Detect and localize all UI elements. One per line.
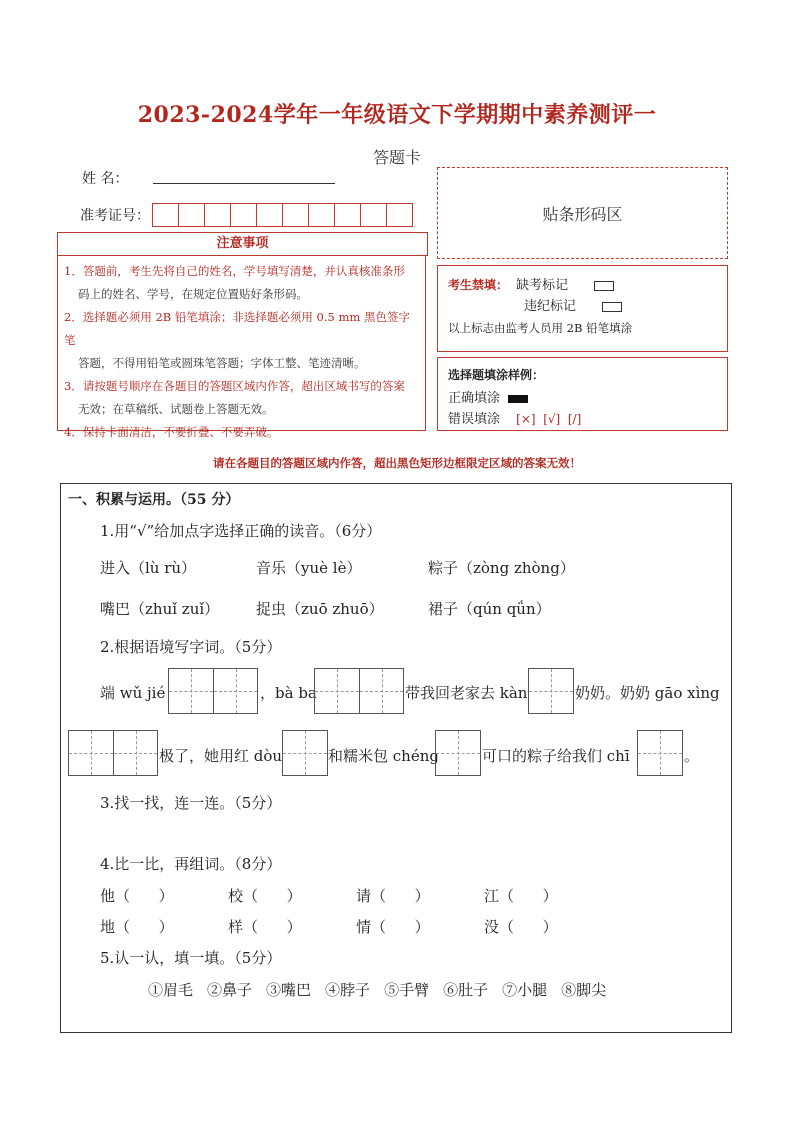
note-2: 2．选择题必须用 2B 铅笔填涂；非选择题必须用 0.5 mm 黑色签字笔 <box>64 310 410 347</box>
answer-area-warning: 请在各题目的答题区域内作答，超出黑色矩形边框限定区域的答案无效！ <box>213 456 581 470</box>
notes-panel <box>57 255 426 439</box>
proctor-marks-panel <box>437 265 728 352</box>
q5-item: ②鼻子 <box>207 981 253 999</box>
writing-grid-chi[interactable] <box>637 730 683 776</box>
q5-item: ④脖子 <box>325 981 371 999</box>
q1-item-5[interactable]: 捉虫（zuō zhuō） <box>256 600 384 618</box>
q5-item: ⑤手臂 <box>384 981 430 999</box>
note-3-cont: 无效；在草稿纸、试题卷上答题无效。 <box>78 402 274 416</box>
note-1: 1．答题前，考生先将自己的姓名，学号填写清楚，并认真核准条形 <box>64 264 405 278</box>
note-3: 3．请按题号顺序在各题目的答题区域内作答，超出区域书写的答案 <box>64 379 405 393</box>
id-digit-box[interactable] <box>360 203 387 227</box>
q1-item-4[interactable]: 嘴巴（zhuǐ zuǐ） <box>100 600 220 618</box>
violate-label: 违纪标记 <box>524 299 577 314</box>
violate-mark-box[interactable] <box>602 302 622 312</box>
id-label: 准考证号： <box>80 208 150 224</box>
absent-label: 缺考标记 <box>516 278 569 293</box>
q5-item: ⑥肚子 <box>443 981 489 999</box>
q4-row1-item-3[interactable]: 请（ ） <box>356 887 430 905</box>
forbid-note: 以上标志由监考人员用 2B 铅笔填涂 <box>448 321 633 335</box>
id-digit-box[interactable] <box>204 203 231 227</box>
answer-sheet-subtitle: 答题卡 <box>372 148 421 167</box>
writing-grid-dou[interactable] <box>282 730 328 776</box>
q5-item: ⑦小腿 <box>502 981 548 999</box>
writing-grid-wujie[interactable] <box>168 668 258 714</box>
q4-row2-item-2[interactable]: 样（ ） <box>228 918 302 936</box>
note-4: 4．保持卡面清洁，不要折叠、不要弄破。 <box>64 425 279 439</box>
q1-item-3[interactable]: 粽子（zòng zhòng） <box>428 559 575 577</box>
q2-line2-seg2: 和糯米包 chéng <box>328 747 439 765</box>
name-label: 姓 名： <box>82 171 129 187</box>
wrong-fill-label: 错误填涂 <box>448 412 501 427</box>
id-digit-box[interactable] <box>282 203 309 227</box>
notes-title: 注意事项 <box>57 232 428 256</box>
forbid-label: 考生禁填： <box>448 278 509 292</box>
q4-row2-item-3[interactable]: 情（ ） <box>356 918 430 936</box>
q5-title: 5.认一认，填一填。（5分） <box>100 949 282 967</box>
sample-title: 选择题填涂样例： <box>448 368 545 382</box>
writing-grid-baba[interactable] <box>314 668 404 714</box>
q2-title: 2.根据语境写字词。（5分） <box>100 638 282 656</box>
section-1-title: 一、积累与运用。（55 分） <box>68 492 240 508</box>
q4-row2-item-1[interactable]: 地（ ） <box>100 918 174 936</box>
writing-grid-gaoxing[interactable] <box>68 730 158 776</box>
q1-item-2[interactable]: 音乐（yuè lè） <box>256 559 362 577</box>
q5-item: ⑧脚尖 <box>561 981 607 999</box>
q4-row1-item-1[interactable]: 他（ ） <box>100 887 174 905</box>
q4-title: 4.比一比，再组词。（8分） <box>100 855 282 873</box>
id-digit-box[interactable] <box>256 203 283 227</box>
id-digit-box[interactable] <box>308 203 335 227</box>
q1-item-6[interactable]: 裙子（qún qǘn） <box>428 600 551 618</box>
id-number-boxes[interactable] <box>153 203 413 227</box>
q4-row2-item-4[interactable]: 没（ ） <box>484 918 558 936</box>
writing-grid-kan[interactable] <box>528 668 574 714</box>
q2-line1-seg3: 带我回老家去 kàn <box>405 684 528 702</box>
correct-fill-mark <box>508 395 528 403</box>
id-digit-box[interactable] <box>230 203 257 227</box>
q1-item-1[interactable]: 进入（lù rù） <box>100 559 197 577</box>
id-digit-box[interactable] <box>152 203 179 227</box>
barcode-area <box>437 167 728 259</box>
note-1-cont: 码上的姓名、学号，在规定位置贴好条形码。 <box>78 287 308 301</box>
q5-item: ①眉毛 <box>148 981 194 999</box>
fill-sample-panel <box>437 357 728 431</box>
q3-title: 3.找一找，连一连。（5分） <box>100 794 282 812</box>
correct-fill-label: 正确填涂 <box>448 391 501 406</box>
q1-title: 1.用“√”给加点字选择正确的读音。（6分） <box>100 522 382 540</box>
wrong-fill-marks: [×] [√] [/] <box>516 412 582 426</box>
id-digit-box[interactable] <box>386 203 413 227</box>
q4-row1-item-2[interactable]: 校（ ） <box>228 887 302 905</box>
q5-item: ③嘴巴 <box>266 981 312 999</box>
exam-title: 2023-2024学年一年级语文下学期期中素养测评一 <box>137 102 657 128</box>
q2-line2-seg1: 极了，她用红 dòu <box>159 747 283 765</box>
note-2-cont: 答题，不得用铅笔或圆珠笔答题；字体工整、笔迹清晰。 <box>78 356 366 370</box>
q2-line1-seg1: 端 wǔ jié <box>100 684 166 702</box>
q2-line2-seg4: 。 <box>684 747 700 765</box>
q2-line1-seg2: ，bà ba <box>260 684 317 702</box>
q5-body-parts-list <box>148 979 606 1000</box>
id-digit-box[interactable] <box>334 203 361 227</box>
q2-line1-seg4: 奶奶。奶奶 gāo xìng <box>575 684 720 702</box>
writing-grid-cheng[interactable] <box>435 730 481 776</box>
id-digit-box[interactable] <box>178 203 205 227</box>
barcode-label: 贴条形码区 <box>542 204 623 224</box>
absent-mark-box[interactable] <box>594 281 614 291</box>
name-field[interactable] <box>153 182 335 184</box>
q4-row1-item-4[interactable]: 江（ ） <box>484 887 558 905</box>
q2-line2-seg3: 可口的粽子给我们 chī <box>482 747 630 765</box>
